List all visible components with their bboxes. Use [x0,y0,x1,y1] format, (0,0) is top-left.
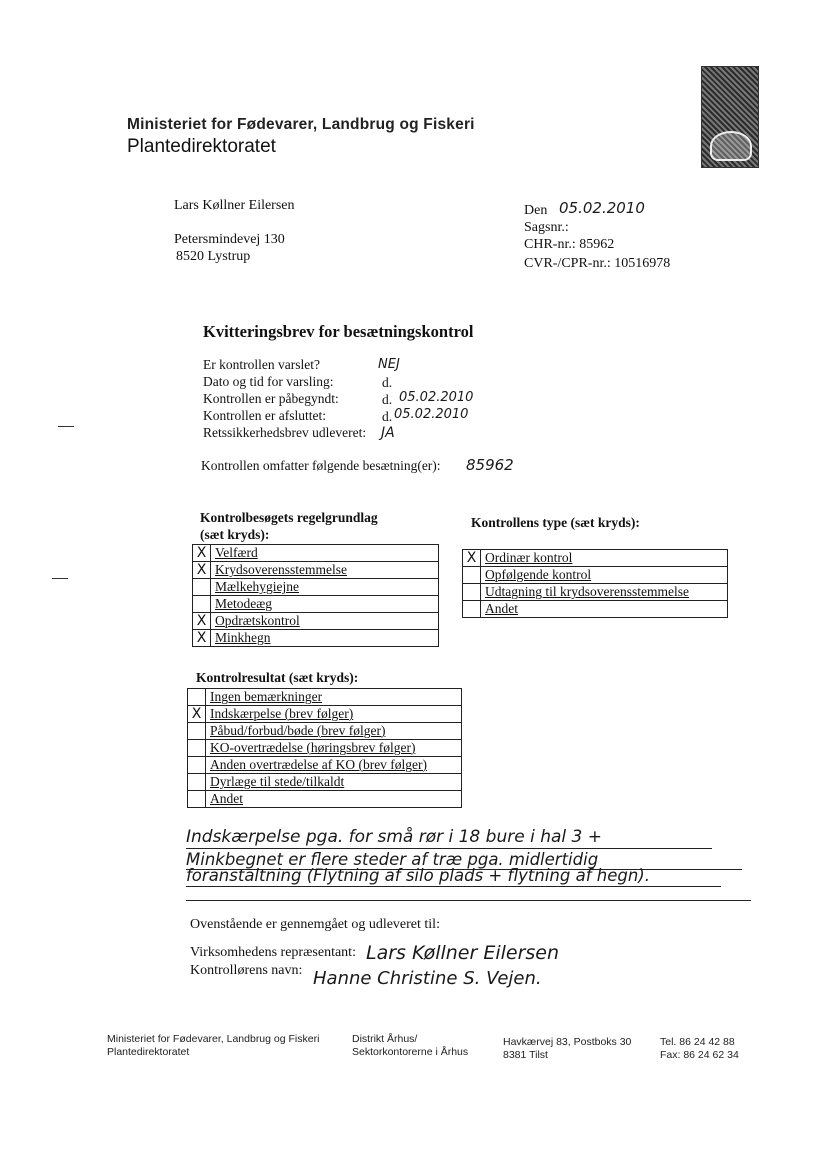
type-row [463,550,728,567]
checkbox[interactable] [188,791,206,808]
afsluttet-prefix: d. [382,409,393,424]
checkbox[interactable] [193,596,211,613]
grundlag-row [193,613,439,630]
footer-org: Ministeriet for Fødevarer, Landbrug og Fiskeri Plantedirektoratet [107,1033,320,1058]
recipient-street: Petersmindevej 130 [174,232,285,247]
grundlag-subheading: (sæt kryds): [200,527,270,542]
resultat-row [188,689,462,706]
resultat-table [187,688,462,808]
type-row [463,567,728,584]
footer-district: Distrikt Århus/ Sektorkontorerne i Århus [352,1033,469,1058]
retssikkerhed-value: JA [381,425,395,441]
cvr-number: CVR-/CPR-nr.: 10516978 [524,256,671,271]
type-heading: Kontrollens type (sæt kryds): [471,515,640,530]
option-label: Opfølgende kontrol [481,567,728,584]
option-label: Ingen bemærkninger [206,689,462,706]
note-rule [186,900,751,901]
option-label: Andet [206,791,462,808]
note-underline-3 [186,886,721,887]
begyndt-label: Kontrollen er påbegyndt: [203,391,339,406]
option-label: Anden overtrædelse af KO (brev følger) [206,757,462,774]
option-label: KO-overtrædelse (høringsbrev følger) [206,740,462,757]
dato-prefix: d. [382,375,393,390]
checkbox[interactable] [463,567,481,584]
grundlag-heading: Kontrolbesøgets regelgrundlag [200,510,378,525]
ministry-name: Ministeriet for Fødevarer, Landbrug og Fiskeri [127,116,475,133]
date-value: 05.02.2010 [559,199,645,217]
grundlag-table [192,544,439,647]
option-label: Påbud/forbud/bøde (brev følger) [206,723,462,740]
grundlag-row [193,630,439,647]
sagsnr-label: Sagsnr.: [524,220,569,235]
resultat-row [188,706,462,723]
checkbox[interactable] [463,584,481,601]
rep-label: Virksomhedens repræsentant: [190,945,356,960]
option-label: Indskærpelse (brev følger) [206,706,462,723]
checkbox[interactable]: X [193,613,211,630]
checkbox[interactable]: X [188,706,206,723]
resultat-row [188,791,462,808]
resultat-row [188,740,462,757]
resultat-row [188,774,462,791]
checkbox[interactable] [188,723,206,740]
option-label: Krydsoverensstemmelse [211,562,439,579]
option-label: Udtagning til krydsoverensstemmelse [481,584,728,601]
date-label: Den [524,203,548,218]
grundlag-row [193,579,439,596]
chr-number: CHR-nr.: 85962 [524,237,615,252]
royal-crest-icon [701,66,759,168]
resultat-heading: Kontrolresultat (sæt kryds): [196,670,359,685]
recipient-city: 8520 Lystrup [176,249,251,264]
footer-contact: Tel. 86 24 42 88 Fax: 86 24 62 34 [660,1036,739,1061]
checkbox[interactable]: X [463,550,481,567]
type-row [463,584,728,601]
margin-mark [52,578,68,579]
resultat-row [188,757,462,774]
inspector-signature: Hanne Christine S. Vejen. [313,968,542,989]
margin-mark [58,426,74,427]
recipient-name: Lars Køllner Eilersen [174,198,295,213]
checkbox[interactable]: X [193,630,211,647]
option-label: Dyrlæge til stede/tilkaldt [206,774,462,791]
checkbox[interactable] [188,757,206,774]
checkbox[interactable] [463,601,481,618]
note-line-3: foranstaltning (Flytning af silo plads + flytning af hegn). [186,866,650,885]
begyndt-prefix: d. [382,392,393,407]
note-line-2: Minkbegnet er flere steder af træ pga. midlertidig [186,850,599,869]
footer-address: Havkærvej 83, Postboks 30 8381 Tilst [503,1036,632,1061]
type-table [462,549,728,618]
checkbox[interactable]: X [193,562,211,579]
dato-label: Dato og tid for varsling: [203,374,334,389]
option-label: Opdrætskontrol [211,613,439,630]
note-underline-1 [186,848,712,849]
retssikkerhed-label: Retssikkerhedsbrev udleveret: [203,425,367,440]
checkbox[interactable] [188,740,206,757]
option-label: Mælkehygiejne [211,579,439,596]
omfatter-value: 85962 [466,456,514,474]
begyndt-value: 05.02.2010 [399,390,474,405]
checkbox[interactable] [188,774,206,791]
checkbox[interactable] [193,579,211,596]
signoff-intro: Ovenstående er gennemgået og udleveret til: [190,917,440,932]
afsluttet-label: Kontrollen er afsluttet: [203,408,326,423]
inspector-label: Kontrollørens navn: [190,963,303,978]
grundlag-row [193,545,439,562]
grundlag-row [193,596,439,613]
option-label: Minkhegn [211,630,439,647]
page-title: Kvitteringsbrev for besætningskontrol [203,322,474,341]
rep-signature: Lars Køllner Eilersen [366,942,560,964]
afsluttet-value: 05.02.2010 [394,407,469,422]
checkbox[interactable] [188,689,206,706]
option-label: Metodeæg [211,596,439,613]
directorate-name: Plantedirektoratet [127,136,276,157]
option-label: Velfærd [211,545,439,562]
option-label: Ordinær kontrol [481,550,728,567]
omfatter-label: Kontrollen omfatter følgende besætning(er): [201,458,441,473]
type-row [463,601,728,618]
checkbox[interactable]: X [193,545,211,562]
resultat-row [188,723,462,740]
varslet-label: Er kontrollen varslet? [203,357,320,372]
varslet-value: NEJ [378,357,400,372]
grundlag-row [193,562,439,579]
note-line-1: Indskærpelse pga. for små rør i 18 bure i hal 3 + [186,827,602,847]
option-label: Andet [481,601,728,618]
